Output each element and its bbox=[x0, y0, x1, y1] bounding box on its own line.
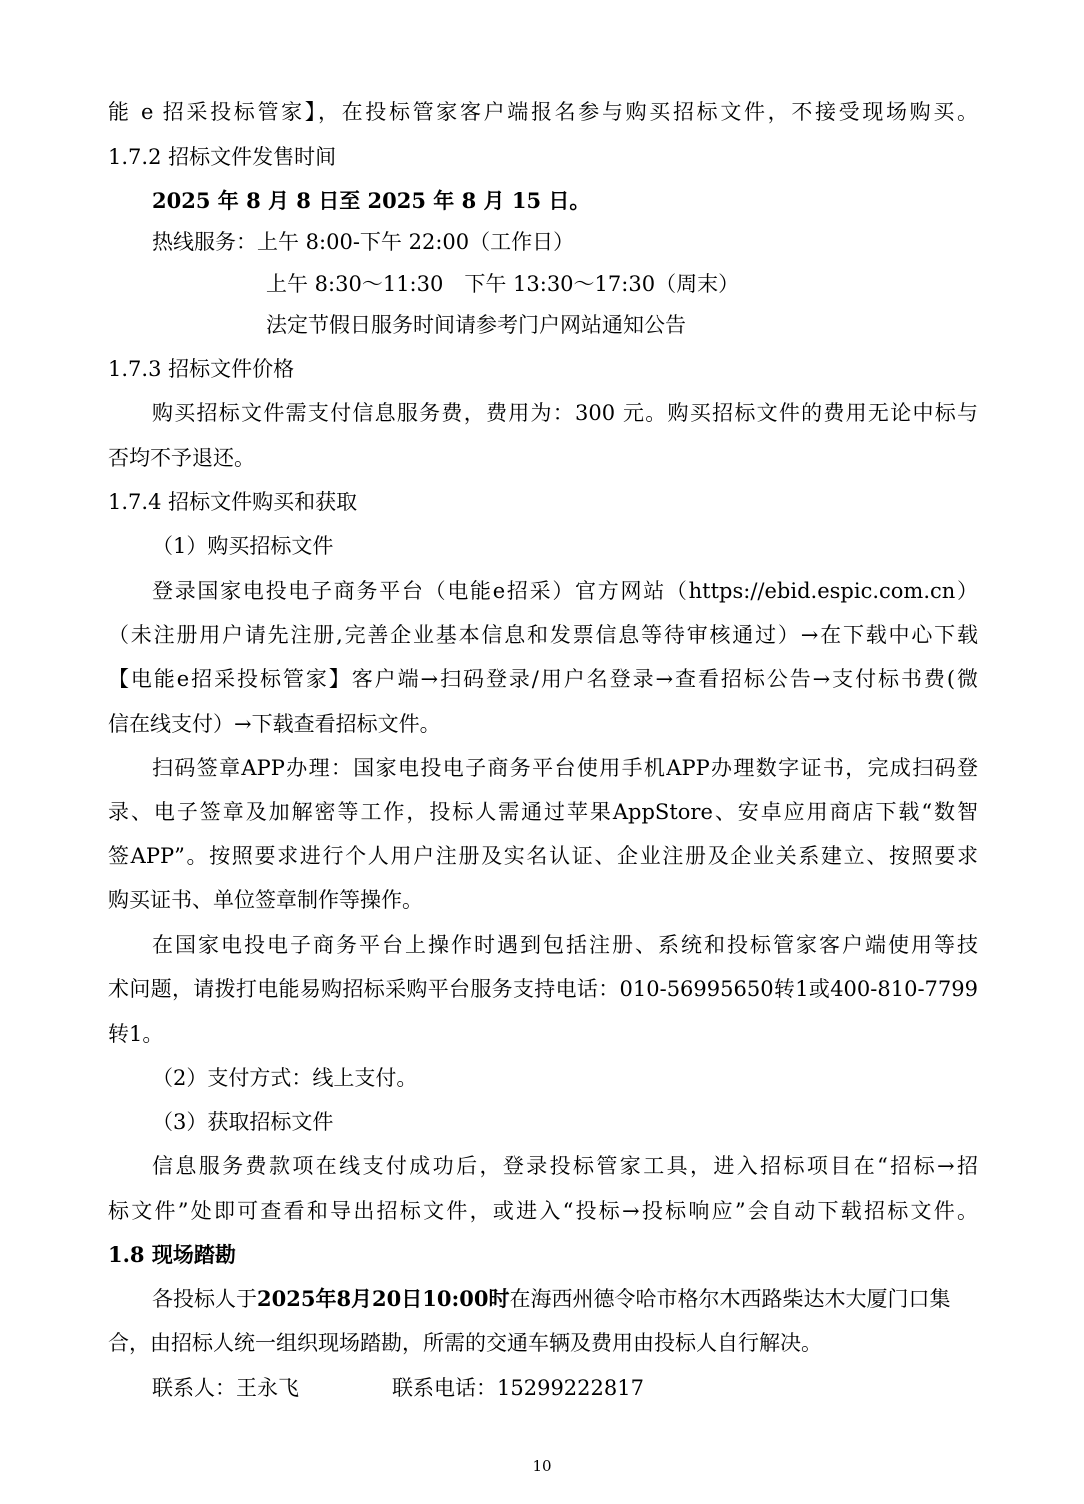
site-visit-prefix: 各投标人于 bbox=[152, 1287, 257, 1311]
support-line-1: 在国家电投电子商务平台上操作时遇到包括注册、系统和投标管家客户端使用等技 bbox=[152, 933, 978, 957]
hotline-holiday: 法定节假日服务时间请参考门户网站通知公告 bbox=[266, 313, 686, 337]
site-visit-time: 2025年8月20日10:00时 bbox=[257, 1286, 510, 1311]
support-line-3: 转1。 bbox=[108, 1022, 164, 1046]
support-line-2: 术问题，请拨打电能易购招标采购平台服务支持电话：010-56995650转1或400-810-7799 bbox=[108, 977, 978, 1001]
section-heading-1-7-2: 1.7.2 招标文件发售时间 bbox=[108, 145, 337, 169]
contact-person: 联系人：王永飞 bbox=[152, 1376, 299, 1400]
app-line-4: 购买证书、单位签章制作等操作。 bbox=[108, 888, 423, 912]
hotline-weekend: 上午 8:30～11:30 下午 13:30～17:30（周末） bbox=[266, 272, 740, 296]
site-visit-line-2: 合，由招标人统一组织现场踏勘，所需的交通车辆及费用由投标人自行解决。 bbox=[108, 1331, 822, 1355]
site-visit-line-1 bbox=[152, 1284, 950, 1314]
login-line-4: 信在线支付）→下载查看招标文件。 bbox=[108, 712, 441, 736]
page-number: 10 bbox=[532, 1457, 552, 1475]
site-visit-location: 在海西州德令哈市格尔木西路柴达木大厦门口集 bbox=[509, 1287, 951, 1311]
app-line-2: 录、电子签章及加解密等工作，投标人需通过苹果AppStore、安卓应用商店下载“数智 bbox=[108, 800, 978, 824]
login-line-3: 【电能e招采投标管家】客户端→扫码登录/用户名登录→查看招标公告→支付标书费(微 bbox=[108, 667, 978, 691]
sale-period: 2025 年 8 月 8 日至 2025 年 8 月 15 日。 bbox=[152, 188, 591, 213]
paragraph-line: 能 e 招采投标管家】，在投标管家客户端报名参与购买招标文件，不接受现场购买。 bbox=[108, 100, 978, 124]
obtain-line-2: 标文件”处即可查看和导出招标文件，或进入“投标→投标响应”会自动下载招标文件。 bbox=[108, 1199, 978, 1223]
obtain-line-1: 信息服务费款项在线支付成功后，登录投标管家工具，进入招标项目在“招标→招 bbox=[152, 1154, 978, 1178]
section-heading-1-7-4: 1.7.4 招标文件购买和获取 bbox=[108, 490, 358, 514]
login-line-1: 登录国家电投电子商务平台（电能e招采）官方网站（https://ebid.espic.com.cn） bbox=[152, 579, 978, 603]
subsection-1: （1）购买招标文件 bbox=[152, 534, 334, 558]
subsection-3: （3）获取招标文件 bbox=[152, 1110, 334, 1134]
app-line-3: 签APP”。按照要求进行个人用户注册及实名认证、企业注册及企业关系建立、按照要求 bbox=[108, 844, 978, 868]
subsection-2: （2）支付方式：线上支付。 bbox=[152, 1066, 418, 1090]
section-heading-1-8: 1.8 现场踏勘 bbox=[108, 1242, 236, 1267]
app-line-1: 扫码签章APP办理：国家电投电子商务平台使用手机APP办理数字证书，完成扫码登 bbox=[152, 756, 978, 780]
price-line-2: 否均不予退还。 bbox=[108, 446, 255, 470]
section-heading-1-7-3: 1.7.3 招标文件价格 bbox=[108, 357, 295, 381]
login-line-2: （未注册用户请先注册,完善企业基本信息和发票信息等待审核通过）→在下载中心下载 bbox=[108, 623, 978, 647]
contact-phone: 联系电话：15299222817 bbox=[392, 1376, 644, 1400]
price-line-1: 购买招标文件需支付信息服务费，费用为：300 元。购买招标文件的费用无论中标与 bbox=[152, 401, 978, 425]
hotline-weekday: 热线服务：上午 8:00-下午 22:00（工作日） bbox=[152, 230, 575, 254]
